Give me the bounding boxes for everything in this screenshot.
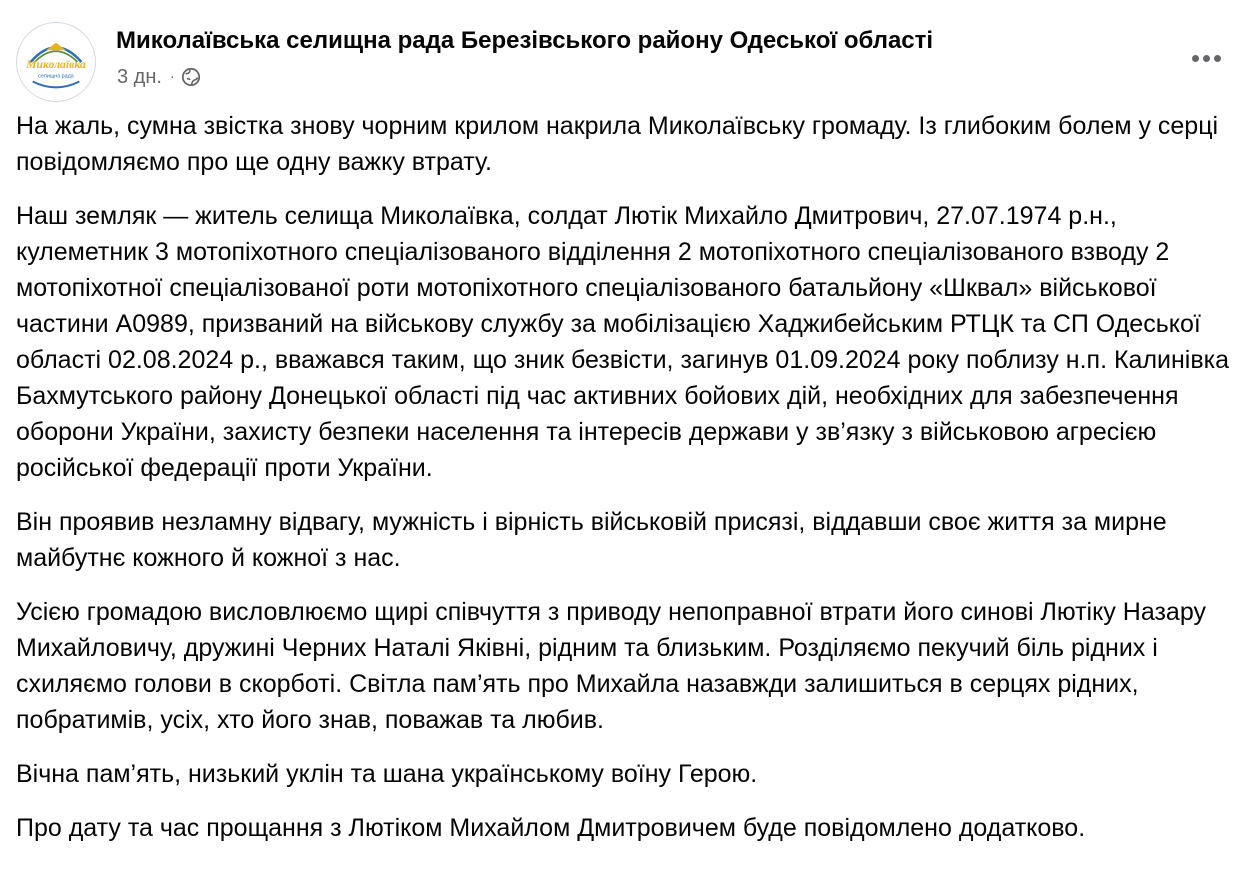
- post-body: [16, 108, 1241, 864]
- post-paragraph: Вічна пам’ять, низький уклін та шана українському воїну Герою.: [16, 760, 758, 788]
- post-paragraph: Усією громадою висловлюємо щирі співчуття з приводу непоправної втрати його синові Лютіку Назару Михайловичу, дружині Черних Наталі Яківні, рідним та близьким. Розділяємо пекучий біль рідних і схиляємо голови в скорботі. Світла пам’ять про Михайла назавжди залишиться в серцях рідних, побратимів, усіх, хто його знав, поважав та любив.: [16, 598, 1206, 734]
- post-paragraph: Він проявив незламну відвагу, мужність і вірність військовій присязі, віддавши своє життя за мирне майбутнє кожного й кожної з нас.: [16, 508, 1167, 572]
- post-paragraph: Наш земляк — житель селища Миколаївка, солдат Лютік Михайло Дмитрович, 27.07.1974 р.н., кулеметник 3 мотопіхотного спеціалізованого відділення 2 мотопіхотного спеціалізованого взводу 2 мотопіхотної спеціалізованої роти мотопіхотного спеціалізованого батальйону «Шквал» військової частини А0989, призваний на військову службу за мобілізацією Хаджибейським РТЦК та СП Одеської області 02.08.2024 р., вважався таким, що зник безвісти, загинув 01.09.2024 року поблизу н.п. Калинівка Бахмутського району Донецької області під час активних бойових дій, необхідних для забезпечення оборони України, захисту безпеки населення та інтересів держави у зв’язку з військовою агресією російської федерації проти України.: [16, 202, 1230, 482]
- globe-icon[interactable]: [181, 67, 201, 87]
- post-meta: [117, 64, 201, 90]
- avatar-logo-subtext: селищна рада: [38, 73, 74, 80]
- post-header: [16, 22, 1236, 102]
- post-paragraph: На жаль, сумна звістка знову чорним крилом накрила Миколаївську громаду. Із глибоким болем у серці повідомляємо про ще одну важку втрату.: [16, 112, 1219, 176]
- more-horizontal-icon: [1192, 55, 1221, 62]
- post-options-button[interactable]: [1184, 36, 1228, 80]
- meta-separator: ·: [169, 68, 175, 84]
- post-paragraph: Про дату та час прощання з Лютіком Михайлом Дмитровичем буде повідомлено додатково.: [16, 814, 1086, 842]
- post-timestamp[interactable]: 3 дн.: [117, 65, 162, 88]
- logo-icon: [17, 23, 95, 101]
- page-avatar[interactable]: [16, 22, 96, 102]
- avatar-logo-text: Миколаївка: [26, 57, 86, 71]
- page-name-link[interactable]: Миколаївська селищна рада Березівського району Одеської області: [116, 27, 934, 54]
